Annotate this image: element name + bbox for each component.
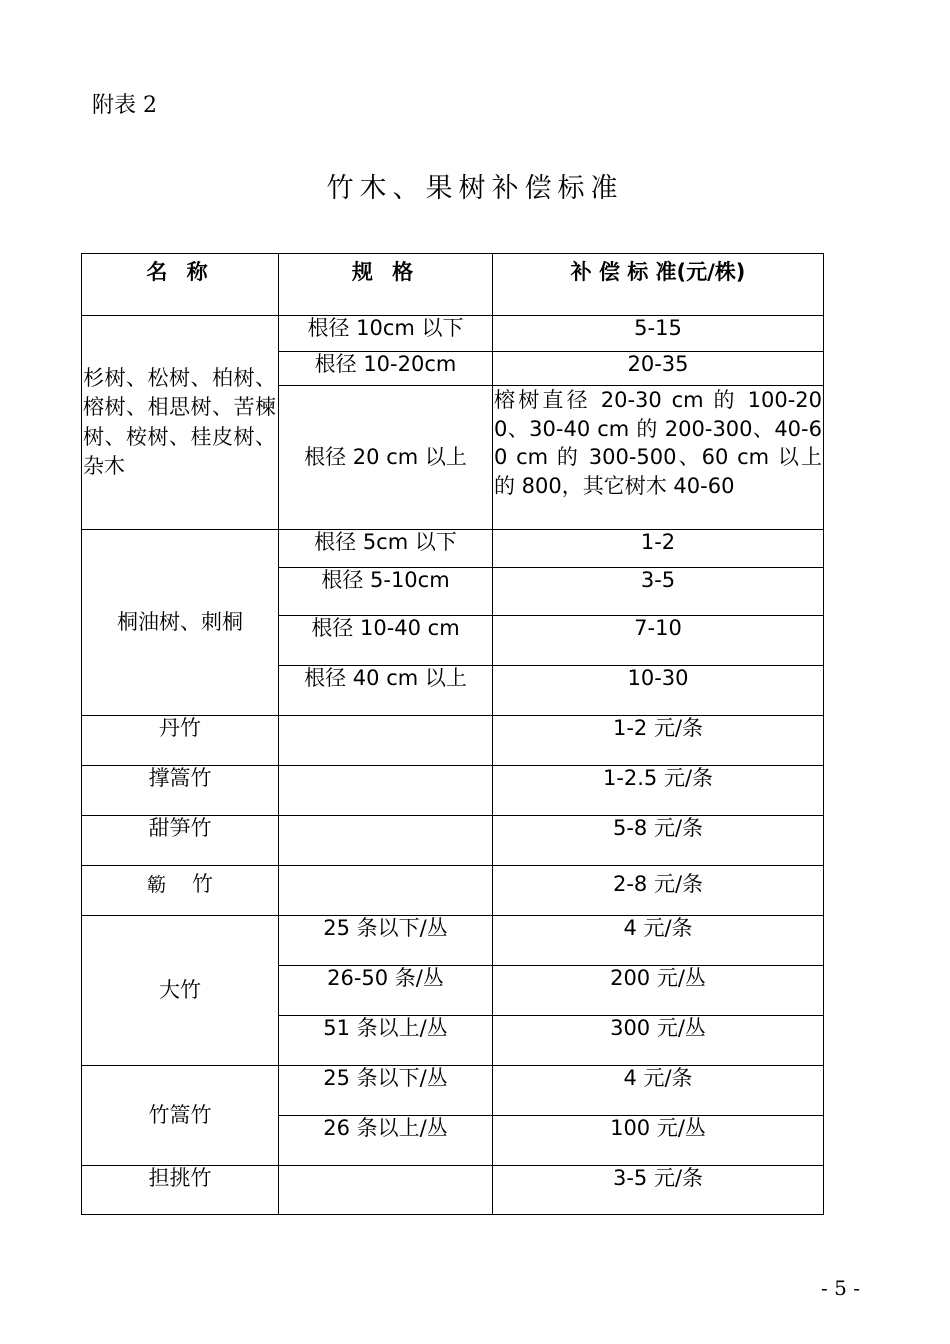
table-row <box>82 1066 824 1116</box>
value-cell: 榕树直径 20-30 cm 的 100-200、30-40 cm 的 200-300、40-60 cm 的 300-500、60 cm 以上的 800，其它树木 40-60 <box>493 386 824 530</box>
spec-cell: 26-50 条/丛 <box>279 966 493 1016</box>
document-title: 竹木、果树补偿标准 <box>326 173 624 204</box>
spec-cell <box>279 866 493 916</box>
bamboo-name-part1: 簕 <box>146 874 166 896</box>
spec-cell: 根径 5-10cm <box>279 568 493 616</box>
bamboo-name-part2: 竹 <box>192 872 213 896</box>
value-cell: 5-15 <box>493 316 824 352</box>
spec-cell: 25 条以下/丛 <box>279 1066 493 1116</box>
table-row <box>82 816 824 866</box>
table-row <box>82 316 824 352</box>
spec-cell <box>279 816 493 866</box>
bamboo-name-cell: 撑篙竹 <box>82 766 279 816</box>
value-cell: 3-5 <box>493 568 824 616</box>
bamboo-name-cell <box>82 866 279 916</box>
table-header-row <box>82 254 824 316</box>
spec-cell: 根径 10-20cm <box>279 352 493 386</box>
header-name: 名 称 <box>82 254 279 316</box>
compensation-table <box>81 253 824 1215</box>
value-cell: 4 元/条 <box>493 916 824 966</box>
header-standard: 补 偿 标 准(元/株) <box>493 254 824 316</box>
value-cell: 200 元/丛 <box>493 966 824 1016</box>
spec-cell: 26 条以上/丛 <box>279 1116 493 1166</box>
value-cell: 300 元/丛 <box>493 1016 824 1066</box>
table-row <box>82 866 824 916</box>
spec-cell: 根径 10-40 cm <box>279 616 493 666</box>
page-number: - 5 - <box>821 1276 860 1300</box>
bamboo-name-cell: 担挑竹 <box>82 1166 279 1215</box>
spec-cell: 根径 20 cm 以上 <box>279 386 493 530</box>
annex-label: 附表 2 <box>92 93 157 118</box>
value-cell: 1-2 元/条 <box>493 716 824 766</box>
value-cell: 2-8 元/条 <box>493 866 824 916</box>
value-cell: 4 元/条 <box>493 1066 824 1116</box>
table-row <box>82 530 824 568</box>
value-cell: 1-2 <box>493 530 824 568</box>
bamboo-name-cell: 甜笋竹 <box>82 816 279 866</box>
table-row <box>82 1166 824 1215</box>
spec-cell: 根径 40 cm 以上 <box>279 666 493 716</box>
spec-cell <box>279 766 493 816</box>
spec-cell: 51 条以上/丛 <box>279 1016 493 1066</box>
bamboo-name-cell: 丹竹 <box>82 716 279 766</box>
value-cell: 7-10 <box>493 616 824 666</box>
table-row <box>82 916 824 966</box>
spec-cell <box>279 716 493 766</box>
header-spec: 规 格 <box>279 254 493 316</box>
spec-cell: 根径 5cm 以下 <box>279 530 493 568</box>
tree-name-cell: 桐油树、刺桐 <box>82 530 279 716</box>
spec-cell: 根径 10cm 以下 <box>279 316 493 352</box>
table-row <box>82 716 824 766</box>
value-cell: 20-35 <box>493 352 824 386</box>
tree-name-cell: 杉树、松树、柏树、榕树、相思树、苦楝树、桉树、桂皮树、杂木 <box>82 316 279 530</box>
bamboo-name-cell: 大竹 <box>82 916 279 1066</box>
value-cell: 100 元/丛 <box>493 1116 824 1166</box>
value-cell: 5-8 元/条 <box>493 816 824 866</box>
bamboo-name-cell: 竹篙竹 <box>82 1066 279 1166</box>
spec-cell <box>279 1166 493 1215</box>
spec-cell: 25 条以下/丛 <box>279 916 493 966</box>
value-cell: 1-2.5 元/条 <box>493 766 824 816</box>
value-cell: 3-5 元/条 <box>493 1166 824 1215</box>
table-row <box>82 766 824 816</box>
value-cell: 10-30 <box>493 666 824 716</box>
